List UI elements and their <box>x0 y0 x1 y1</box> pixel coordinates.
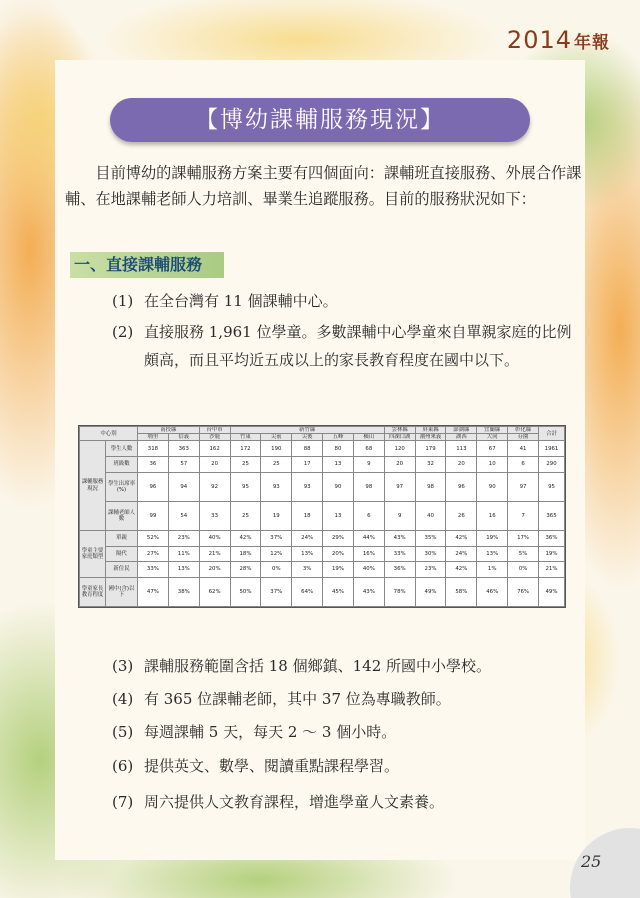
list-item <box>112 788 582 816</box>
center-header: 沙鹿 <box>199 434 230 441</box>
table-cell: 0% <box>261 562 292 578</box>
center-header-row <box>80 434 565 441</box>
table-cell: 41 <box>508 441 539 457</box>
corner-header: 中心別 <box>80 427 138 441</box>
table-cell: 42% <box>446 530 477 546</box>
table-row <box>80 562 565 578</box>
table-cell: 13 <box>323 501 354 530</box>
annual-report-year <box>507 26 610 54</box>
table-cell: 76% <box>508 577 539 606</box>
row-label: 學生人數 <box>106 441 138 457</box>
center-header: 信義 <box>168 434 199 441</box>
table-cell: 11% <box>168 546 199 562</box>
table-cell: 9 <box>384 501 415 530</box>
table-cell: 17% <box>508 530 539 546</box>
table-cell: 54 <box>168 501 199 530</box>
table-row <box>80 441 565 457</box>
table-cell: 9 <box>353 457 384 473</box>
list-item-number: (1) <box>112 292 134 310</box>
center-header: 竹東 <box>230 434 261 441</box>
center-header: 大同 <box>477 434 508 441</box>
table-cell: 52% <box>138 530 169 546</box>
table-cell: 42% <box>230 530 261 546</box>
center-header: 湖西 <box>446 434 477 441</box>
table-cell: 19% <box>539 546 565 562</box>
table-cell: 13% <box>292 546 323 562</box>
table-cell: 19% <box>323 562 354 578</box>
table-cell: 90 <box>477 472 508 501</box>
table-cell: 97 <box>384 472 415 501</box>
table-cell: 21% <box>199 546 230 562</box>
list-item-text: 有 365 位課輔老師，其中 37 位為專職教師。 <box>144 690 451 708</box>
table-cell: 58% <box>446 577 477 606</box>
table-cell: 19 <box>261 501 292 530</box>
list-item-number: (5) <box>112 723 134 741</box>
table-cell: 57 <box>168 457 199 473</box>
table-row <box>80 546 565 562</box>
table-cell: 25 <box>261 457 292 473</box>
table-cell: 80 <box>323 441 354 457</box>
table-cell: 94 <box>168 472 199 501</box>
table-cell: 90 <box>323 472 354 501</box>
table-cell: 30% <box>415 546 446 562</box>
section-heading: 一、直接課輔服務 <box>70 252 224 278</box>
table-cell: 24% <box>292 530 323 546</box>
table-cell: 45% <box>323 577 354 606</box>
row-group-label: 學童家長教育程度 <box>80 577 106 606</box>
county-header: 彰化縣 <box>508 427 539 434</box>
table-cell: 20 <box>384 457 415 473</box>
table-cell: 25 <box>230 501 261 530</box>
table-cell: 172 <box>230 441 261 457</box>
table-cell: 95 <box>230 472 261 501</box>
table-cell: 37% <box>261 530 292 546</box>
table-cell: 47% <box>138 577 169 606</box>
table-cell: 38% <box>168 577 199 606</box>
table-cell: 68 <box>353 441 384 457</box>
table-cell: 18 <box>292 501 323 530</box>
row-label: 隔代 <box>106 546 138 562</box>
center-header: 埔里 <box>138 434 169 441</box>
table-row <box>80 501 565 530</box>
section-banner: 【博幼課輔服務現況】 <box>110 98 530 142</box>
county-header: 澎湖縣 <box>446 427 477 434</box>
table-cell: 99 <box>138 501 169 530</box>
table-cell: 33 <box>199 501 230 530</box>
table-body <box>80 441 565 607</box>
table-row <box>80 577 565 606</box>
table-cell: 64% <box>292 577 323 606</box>
table-cell: 18% <box>230 546 261 562</box>
table-cell: 40% <box>199 530 230 546</box>
table-cell: 21% <box>539 562 565 578</box>
page-number: 25 <box>581 852 602 871</box>
list-item-text: 周六提供人文教育課程，增進學童人文素養。 <box>144 793 445 811</box>
table-cell: 113 <box>446 441 477 457</box>
table-cell: 6 <box>508 457 539 473</box>
table-cell: 97 <box>508 472 539 501</box>
center-header: 四湖口湖 <box>384 434 415 441</box>
table-cell: 20% <box>199 562 230 578</box>
table-cell: 27% <box>138 546 169 562</box>
table-cell: 13% <box>168 562 199 578</box>
row-label: 國中(含)以下 <box>106 577 138 606</box>
service-status-table <box>78 425 566 608</box>
table-cell: 120 <box>384 441 415 457</box>
table-cell: 190 <box>261 441 292 457</box>
table-cell: 20 <box>446 457 477 473</box>
list-item <box>112 287 582 315</box>
table-cell: 20 <box>199 457 230 473</box>
table-cell: 92 <box>199 472 230 501</box>
table-cell: 7 <box>508 501 539 530</box>
table-cell: 35% <box>415 530 446 546</box>
list-item-text: 直接服務 1,961 位學童。多數課輔中心學童來自單親家庭的比例頗高，而且平均近五成以上的家長教育程度在國中以下。 <box>144 323 572 369</box>
year-suffix: 年報 <box>574 33 610 53</box>
total-header: 合計 <box>539 427 565 441</box>
table-cell: 26 <box>446 501 477 530</box>
table-cell: 40 <box>415 501 446 530</box>
center-header: 芬園 <box>508 434 539 441</box>
list-item <box>112 652 582 680</box>
table-cell: 43% <box>384 530 415 546</box>
table-row <box>80 472 565 501</box>
table-cell: 10 <box>477 457 508 473</box>
row-group-label: 課輔服務現況 <box>80 441 106 531</box>
table-cell: 290 <box>539 457 565 473</box>
table-cell: 162 <box>199 441 230 457</box>
table-cell: 32 <box>415 457 446 473</box>
table-cell: 363 <box>168 441 199 457</box>
row-label: 課輔老師人數 <box>106 501 138 530</box>
intro-paragraph: 目前博幼的課輔服務方案主要有四個面向：課輔班直接服務、外展合作課輔、在地課輔老師人力培訓、畢業生追蹤服務。目前的服務狀況如下： <box>65 164 582 208</box>
table-cell: 13% <box>477 546 508 562</box>
year-number: 2014 <box>506 26 572 54</box>
table-cell: 36% <box>539 530 565 546</box>
list-item-number: (4) <box>112 690 134 708</box>
table-cell: 40% <box>353 562 384 578</box>
center-header: 尖前 <box>261 434 292 441</box>
row-label: 班級數 <box>106 457 138 473</box>
table-cell: 3% <box>292 562 323 578</box>
table-cell: 36% <box>384 562 415 578</box>
county-header: 南投縣 <box>138 427 200 434</box>
table-cell: 1% <box>477 562 508 578</box>
list-item <box>112 718 582 746</box>
list-item-number: (3) <box>112 657 134 675</box>
table-cell: 25 <box>230 457 261 473</box>
table-cell: 318 <box>138 441 169 457</box>
table-cell: 49% <box>415 577 446 606</box>
list-item-number: (7) <box>112 793 134 811</box>
table-cell: 37% <box>261 577 292 606</box>
table-cell: 17 <box>292 457 323 473</box>
table-cell: 98 <box>415 472 446 501</box>
table-cell: 5% <box>508 546 539 562</box>
table-cell: 13 <box>323 457 354 473</box>
center-header: 潮州來義 <box>415 434 446 441</box>
list-item-text: 在全台灣有 11 個課輔中心。 <box>144 292 338 310</box>
table-cell: 62% <box>199 577 230 606</box>
center-header: 橫山 <box>353 434 384 441</box>
row-group-label: 學童主要家庭類型 <box>80 530 106 577</box>
list-item <box>112 752 582 780</box>
row-label: 新住民 <box>106 562 138 578</box>
table-cell: 16% <box>353 546 384 562</box>
table-cell: 44% <box>353 530 384 546</box>
table-cell: 42% <box>446 562 477 578</box>
table-cell: 49% <box>539 577 565 606</box>
list-item-number: (6) <box>112 757 134 775</box>
table-cell: 28% <box>230 562 261 578</box>
table-cell: 93 <box>261 472 292 501</box>
center-header: 五峰 <box>323 434 354 441</box>
table-cell: 29% <box>323 530 354 546</box>
list-item-number: (2) <box>112 323 134 341</box>
table-cell: 23% <box>415 562 446 578</box>
county-header: 雲林縣 <box>384 427 415 434</box>
county-header: 宜蘭縣 <box>477 427 508 434</box>
table-cell: 93 <box>292 472 323 501</box>
table-cell: 98 <box>353 472 384 501</box>
center-header: 尖後 <box>292 434 323 441</box>
table-cell: 67 <box>477 441 508 457</box>
table-cell: 1961 <box>539 441 565 457</box>
table-cell: 24% <box>446 546 477 562</box>
table-cell: 23% <box>168 530 199 546</box>
list-item-text: 課輔服務範圍含括 18 個鄉鎮、142 所國中小學校。 <box>144 657 492 675</box>
county-header: 新竹縣 <box>230 427 384 434</box>
table-cell: 19% <box>477 530 508 546</box>
county-header: 屏東縣 <box>415 427 446 434</box>
list-item-text: 每週課輔 5 天，每天 2 ～ 3 個小時。 <box>144 723 397 741</box>
table-cell: 365 <box>539 501 565 530</box>
table-cell: 20% <box>323 546 354 562</box>
county-header: 台中市 <box>199 427 230 434</box>
table-cell: 33% <box>138 562 169 578</box>
table-cell: 36 <box>138 457 169 473</box>
table-cell: 6 <box>353 501 384 530</box>
table-row <box>80 457 565 473</box>
county-header-row <box>80 427 565 434</box>
table-row <box>80 530 565 546</box>
table-cell: 96 <box>446 472 477 501</box>
list-item <box>112 318 582 374</box>
table-cell: 88 <box>292 441 323 457</box>
table-cell: 179 <box>415 441 446 457</box>
row-label: 學生出席率(%) <box>106 472 138 501</box>
list-item-text: 提供英文、數學、閱讀重點課程學習。 <box>144 757 400 775</box>
table-cell: 16 <box>477 501 508 530</box>
table-cell: 96 <box>138 472 169 501</box>
table-cell: 43% <box>353 577 384 606</box>
table-cell: 33% <box>384 546 415 562</box>
table-cell: 46% <box>477 577 508 606</box>
table-cell: 0% <box>508 562 539 578</box>
table-cell: 78% <box>384 577 415 606</box>
row-label: 單親 <box>106 530 138 546</box>
table-cell: 50% <box>230 577 261 606</box>
table-cell: 95 <box>539 472 565 501</box>
table-cell: 12% <box>261 546 292 562</box>
list-item <box>112 685 582 713</box>
